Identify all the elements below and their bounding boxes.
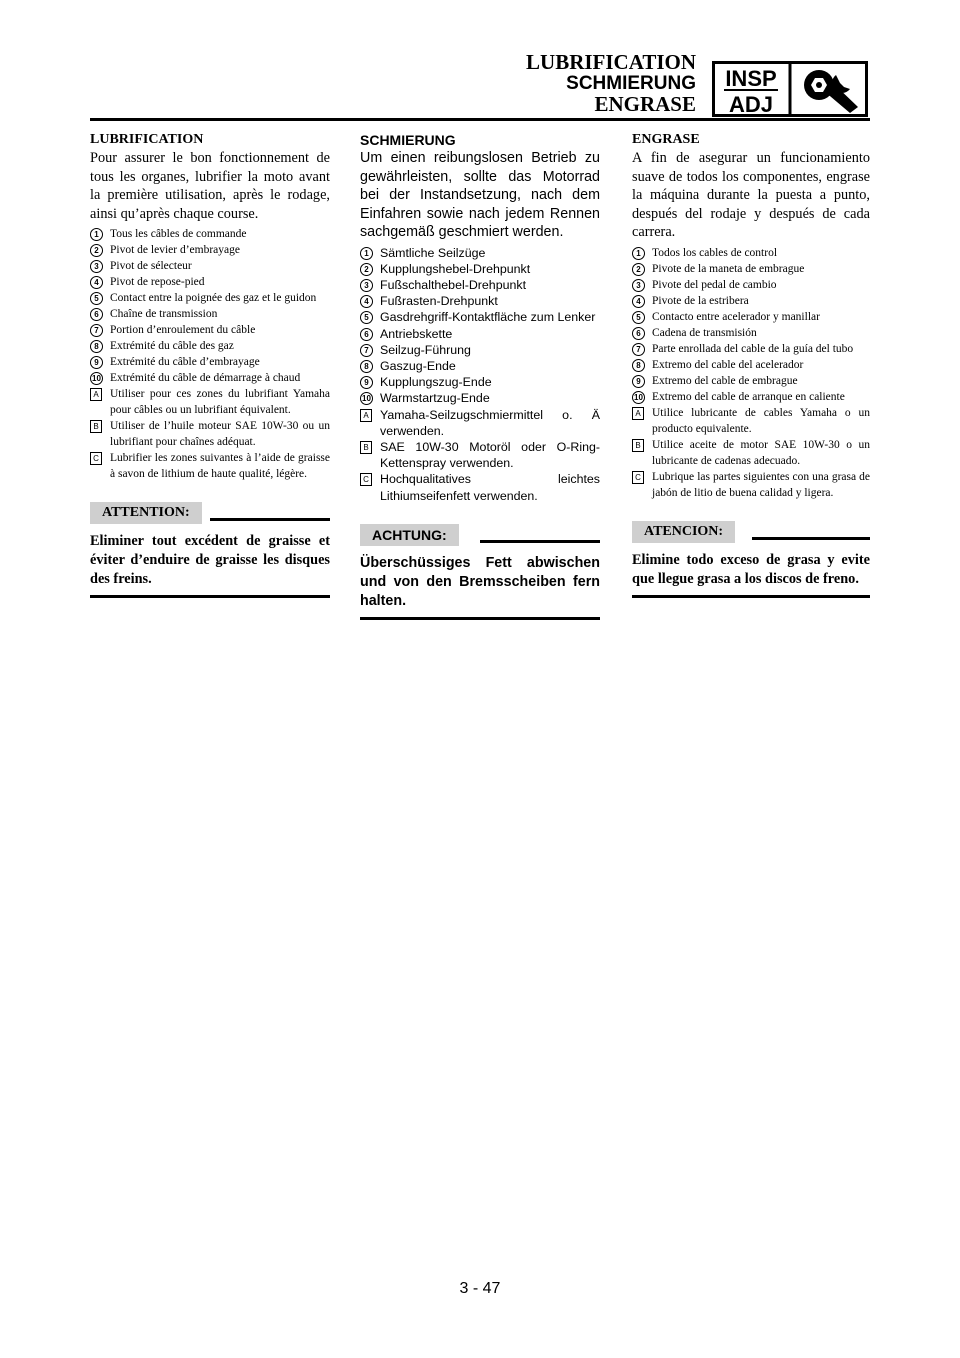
list-item	[632, 373, 870, 389]
list-item	[632, 309, 870, 325]
item-text: Kupplungshebel-Drehpunkt	[380, 261, 531, 276]
warning-label-es: ATENCION:	[632, 521, 735, 543]
badge-adj-text: ADJ	[728, 92, 774, 117]
warning-label-de: ACHTUNG:	[360, 524, 459, 546]
column-spanish	[632, 131, 870, 598]
item-marker: 1	[632, 247, 645, 260]
list-item	[360, 358, 600, 374]
item-text: Portion d’enroulement du câble	[110, 324, 256, 336]
item-marker: 2	[360, 263, 373, 276]
item-marker: A	[360, 409, 372, 422]
item-text: Kupplungszug-Ende	[380, 375, 492, 390]
item-marker: A	[90, 388, 102, 401]
list-item	[90, 338, 330, 354]
item-text: Utilice lubricante de cables Yamaha o un producto equivalente.	[652, 406, 870, 435]
item-marker: B	[632, 439, 644, 452]
intro-fr: Pour assurer le bon fonctionnement de tous les organes, lubrifier la moto avant la première utilisation, après le rodage, ainsi qu’après chaque course.	[90, 150, 330, 222]
item-marker: 10	[360, 392, 373, 405]
item-marker: 2	[632, 263, 645, 276]
item-text: Todos los cables de control	[652, 246, 778, 259]
list-item	[90, 450, 330, 482]
item-list-es	[632, 245, 870, 501]
list-item	[90, 274, 330, 290]
warning-end-rule	[90, 595, 330, 598]
item-text: Fußschalthebel-Drehpunkt	[380, 277, 527, 292]
item-text: Pivot de sélecteur	[110, 260, 192, 272]
list-item	[632, 469, 870, 501]
item-marker: 3	[632, 279, 645, 292]
item-text: Utiliser de l’huile moteur SAE 10W-30 ou un lubrifiant pour chaînes adéquat.	[110, 420, 330, 448]
item-marker: 5	[90, 292, 103, 305]
list-item	[632, 277, 870, 293]
heading-de: SCHMIERUNG	[360, 132, 456, 148]
intro-de: Um einen reibungslosen Betrieb zu gewährleisten, sollte das Motorrad bei der Instandsetzung, nach dem Einfahren sowie nach jedem Rennen sachgemäß geschmiert werden.	[360, 150, 600, 240]
list-item	[90, 386, 330, 418]
list-item	[632, 341, 870, 357]
page-number: 3 - 47	[459, 1280, 501, 1297]
item-marker: C	[360, 473, 372, 486]
item-marker: 6	[360, 328, 373, 341]
item-marker: 6	[90, 308, 103, 321]
item-marker: 1	[90, 228, 103, 241]
item-marker: 7	[632, 343, 645, 356]
item-marker: 10	[90, 372, 103, 385]
item-text: Utiliser pour ces zones du lubrifiant Yamaha pour câbles ou un lubrifiant équivalent.	[110, 388, 330, 416]
list-item	[360, 293, 600, 309]
list-item	[632, 261, 870, 277]
list-item	[632, 389, 870, 405]
warning-header-fr	[90, 502, 330, 526]
section-title-block	[526, 52, 696, 115]
list-item	[360, 407, 600, 439]
title-es: ENGRASE	[594, 92, 696, 116]
title-de: SCHMIERUNG	[566, 73, 696, 94]
warning-header-de	[360, 524, 600, 548]
warning-rule	[480, 540, 600, 543]
list-item	[360, 326, 600, 342]
list-item	[90, 290, 330, 306]
item-marker: 4	[90, 276, 103, 289]
list-item	[360, 390, 600, 406]
item-text: Extremo del cable de arranque en caliente	[652, 390, 845, 403]
item-text: Pivote de la maneta de embrague	[652, 262, 805, 275]
item-text: Lubrifier les zones suivantes à l’aide de graisse à savon de lithium de haute qualité, légère.	[110, 452, 330, 480]
item-text: Contact entre la poignée des gaz et le guidon	[110, 292, 317, 304]
list-item	[360, 374, 600, 390]
item-text: Gaszug-Ende	[380, 358, 456, 373]
item-text: Chaîne de transmission	[110, 308, 218, 320]
list-item	[90, 226, 330, 242]
item-marker: 3	[360, 279, 373, 292]
item-marker: 4	[360, 295, 373, 308]
list-item	[360, 439, 600, 471]
heading-fr: LUBRIFICATION	[90, 132, 204, 147]
warning-label-fr: ATTENTION:	[90, 502, 202, 524]
item-text: Gasdrehgriff-Kontaktfläche zum Lenker	[380, 310, 596, 325]
item-marker: 7	[360, 344, 373, 357]
list-item	[632, 325, 870, 341]
item-marker: C	[632, 471, 644, 484]
item-text: Cadena de transmisión	[652, 326, 757, 339]
list-item	[90, 322, 330, 338]
list-item	[632, 357, 870, 373]
badge-insp-text: INSP	[725, 66, 777, 91]
warning-text-es: Elimine todo exceso de grasa y evite que llegue grasa a los discos de freno.	[632, 551, 870, 587]
list-item	[360, 277, 600, 293]
item-marker: 8	[360, 360, 373, 373]
item-marker: 9	[632, 375, 645, 388]
item-marker: 10	[632, 391, 645, 404]
list-item	[90, 354, 330, 370]
item-text: Pivote del pedal de cambio	[652, 278, 777, 291]
item-marker: 5	[632, 311, 645, 324]
header-rule	[90, 118, 870, 121]
list-item	[632, 293, 870, 309]
title-fr: LUBRIFICATION	[526, 50, 696, 74]
list-item	[90, 370, 330, 386]
insp-adj-badge	[712, 61, 868, 117]
warning-text-de: Überschüssiges Fett abwischen und von den Bremsscheiben fern halten.	[360, 554, 600, 609]
warning-header-es	[632, 521, 870, 545]
item-text: SAE 10W-30 Motoröl oder O-Ring-Kettenspray verwenden.	[380, 439, 600, 471]
list-item	[360, 342, 600, 358]
list-item	[360, 309, 600, 325]
item-marker: C	[90, 452, 102, 465]
intro-es: A fin de asegurar un funcionamiento suave de todos los componentes, engrase la máquina durante la puesta a punto, después del rodaje y después de cada carrera.	[632, 150, 870, 240]
item-marker: 9	[360, 376, 373, 389]
item-text: Utilice aceite de motor SAE 10W-30 o un lubricante de cadenas adecuado.	[652, 438, 870, 467]
heading-es: ENGRASE	[632, 132, 700, 147]
item-text: Yamaha-Seilzugschmiermittel o. Ä verwenden.	[380, 407, 600, 438]
item-text: Fußrasten-Drehpunkt	[380, 294, 498, 309]
list-item	[632, 437, 870, 469]
list-item	[90, 418, 330, 450]
item-marker: A	[632, 407, 644, 420]
item-text: Contacto entre acelerador y manillar	[652, 310, 820, 323]
item-text: Hochqualitatives leichtes Lithiumseifenfett verwenden.	[380, 472, 600, 503]
column-french	[90, 131, 330, 598]
item-list-fr	[90, 226, 330, 482]
item-text: Lubrique las partes siguientes con una grasa de jabón de litio de buena calidad y ligera.	[652, 470, 870, 499]
item-marker: 7	[90, 324, 103, 337]
item-text: Parte enrollada del cable de la guía del tubo	[652, 342, 854, 355]
item-text: Extrémité du câble d’embrayage	[110, 356, 260, 368]
item-marker: 4	[632, 295, 645, 308]
item-marker: 3	[90, 260, 103, 273]
list-item	[360, 471, 600, 503]
list-item	[90, 306, 330, 322]
item-text: Extrémité du câble de démarrage à chaud	[110, 372, 301, 384]
list-item	[90, 258, 330, 274]
column-german	[360, 131, 600, 620]
item-marker: 8	[632, 359, 645, 372]
item-text: Antriebskette	[380, 326, 453, 341]
item-text: Pivote de la estribera	[652, 294, 749, 307]
list-item	[632, 245, 870, 261]
item-text: Seilzug-Führung	[380, 342, 471, 357]
item-text: Sämtliche Seilzüge	[380, 245, 486, 260]
list-item	[360, 245, 600, 261]
warning-end-rule	[632, 595, 870, 598]
item-marker: 9	[90, 356, 103, 369]
list-item	[360, 261, 600, 277]
warning-text-fr: Eliminer tout excédent de graisse et éviter d’enduire de graisse les disques des freins.	[90, 533, 330, 587]
item-text: Extremo del cable del acelerador	[652, 358, 804, 371]
item-text: Extremo del cable de embrague	[652, 374, 798, 387]
item-marker: B	[360, 441, 372, 454]
item-text: Tous les câbles de commande	[110, 228, 247, 240]
item-marker: 8	[90, 340, 103, 353]
item-list-de	[360, 245, 600, 504]
item-text: Warmstartzug-Ende	[380, 391, 490, 406]
item-marker: 6	[632, 327, 645, 340]
item-marker: 2	[90, 244, 103, 257]
item-marker: 1	[360, 247, 373, 260]
warning-end-rule	[360, 617, 600, 620]
warning-rule	[210, 518, 330, 521]
list-item	[90, 242, 330, 258]
item-text: Pivot de levier d’embrayage	[110, 244, 240, 256]
item-text: Pivot de repose-pied	[110, 276, 205, 288]
list-item	[632, 405, 870, 437]
warning-rule	[752, 537, 870, 540]
item-text: Extrémité du câble des gaz	[110, 340, 234, 352]
item-marker: 5	[360, 311, 373, 324]
item-marker: B	[90, 420, 102, 433]
